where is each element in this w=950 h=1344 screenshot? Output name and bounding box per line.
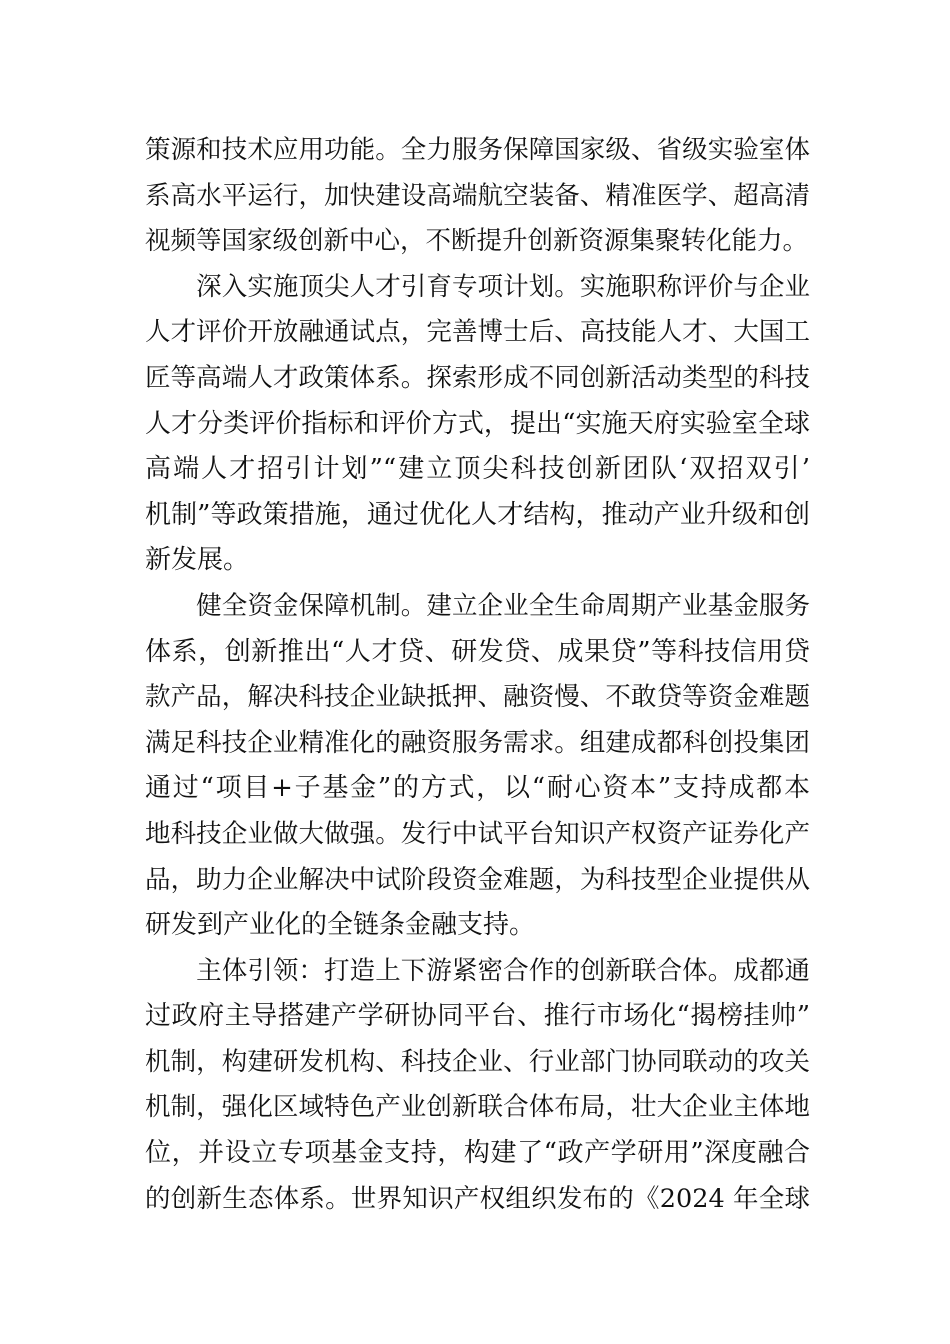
text-line: 机制，强化区域特色产业创新联合体布局，壮大企业主体地 bbox=[145, 1092, 810, 1123]
text-line: 通过“项目+子基金”的方式，以“耐心资本”支持成都本 bbox=[145, 773, 810, 804]
text-line: 的创新生态体系。世界知识产权组织发布的《2024 年全球 bbox=[145, 1183, 810, 1214]
text-line: 人才分类评价指标和评价方式，提出“实施天府实验室全球 bbox=[145, 408, 810, 439]
text-line: 款产品，解决科技企业缺抵押、融资慢、不敢贷等资金难题 bbox=[145, 682, 810, 713]
text-line: 位，并设立专项基金支持，构建了“政产学研用”深度融合 bbox=[145, 1138, 810, 1169]
text-line: 品，助力企业解决中试阶段资金难题，为科技型企业提供从 bbox=[145, 864, 810, 895]
text-line: 策源和技术应用功能。全力服务保障国家级、省级实验室体 bbox=[145, 135, 810, 165]
text-line: 视频等国家级创新中心，不断提升创新资源集聚转化能力。 bbox=[145, 226, 809, 257]
text-line: 健全资金保障机制。建立企业全生命周期产业基金服务 bbox=[145, 590, 810, 621]
text-line: 人才评价开放融通试点，完善博士后、高技能人才、大国工 bbox=[145, 317, 810, 348]
text-line: 体系，创新推出“人才贷、研发贷、成果贷”等科技信用贷 bbox=[145, 636, 810, 667]
text-line: 新发展。 bbox=[145, 545, 250, 576]
text-line: 满足科技企业精准化的融资服务需求。组建成都科创投集团 bbox=[145, 727, 810, 758]
text-line: 主体引领：打造上下游紧密合作的创新联合体。成都通 bbox=[145, 955, 810, 986]
text-line: 机制，构建研发机构、科技企业、行业部门协同联动的攻关 bbox=[145, 1046, 810, 1077]
text-line: 机制”等政策措施，通过优化人才结构，推动产业升级和创 bbox=[145, 499, 810, 530]
text-line: 深入实施顶尖人才引育专项计划。实施职称评价与企业 bbox=[145, 271, 810, 302]
text-line: 过政府主导搭建产学研协同平台、推行市场化“揭榜挂帅” bbox=[145, 1001, 810, 1032]
text-line: 地科技企业做大做强。发行中试平台知识产权资产证券化产 bbox=[145, 818, 810, 849]
text-line: 系高水平运行，加快建设高端航空装备、精准医学、超高清 bbox=[145, 180, 810, 211]
text-line: 匠等高端人才政策体系。探索形成不同创新活动类型的科技 bbox=[145, 362, 810, 393]
text-line: 研发到产业化的全链条金融支持。 bbox=[145, 910, 536, 941]
text-line: 高端人才招引计划”“建立顶尖科技创新团队‘双招双引’ bbox=[145, 454, 810, 485]
body-text bbox=[145, 128, 810, 1222]
